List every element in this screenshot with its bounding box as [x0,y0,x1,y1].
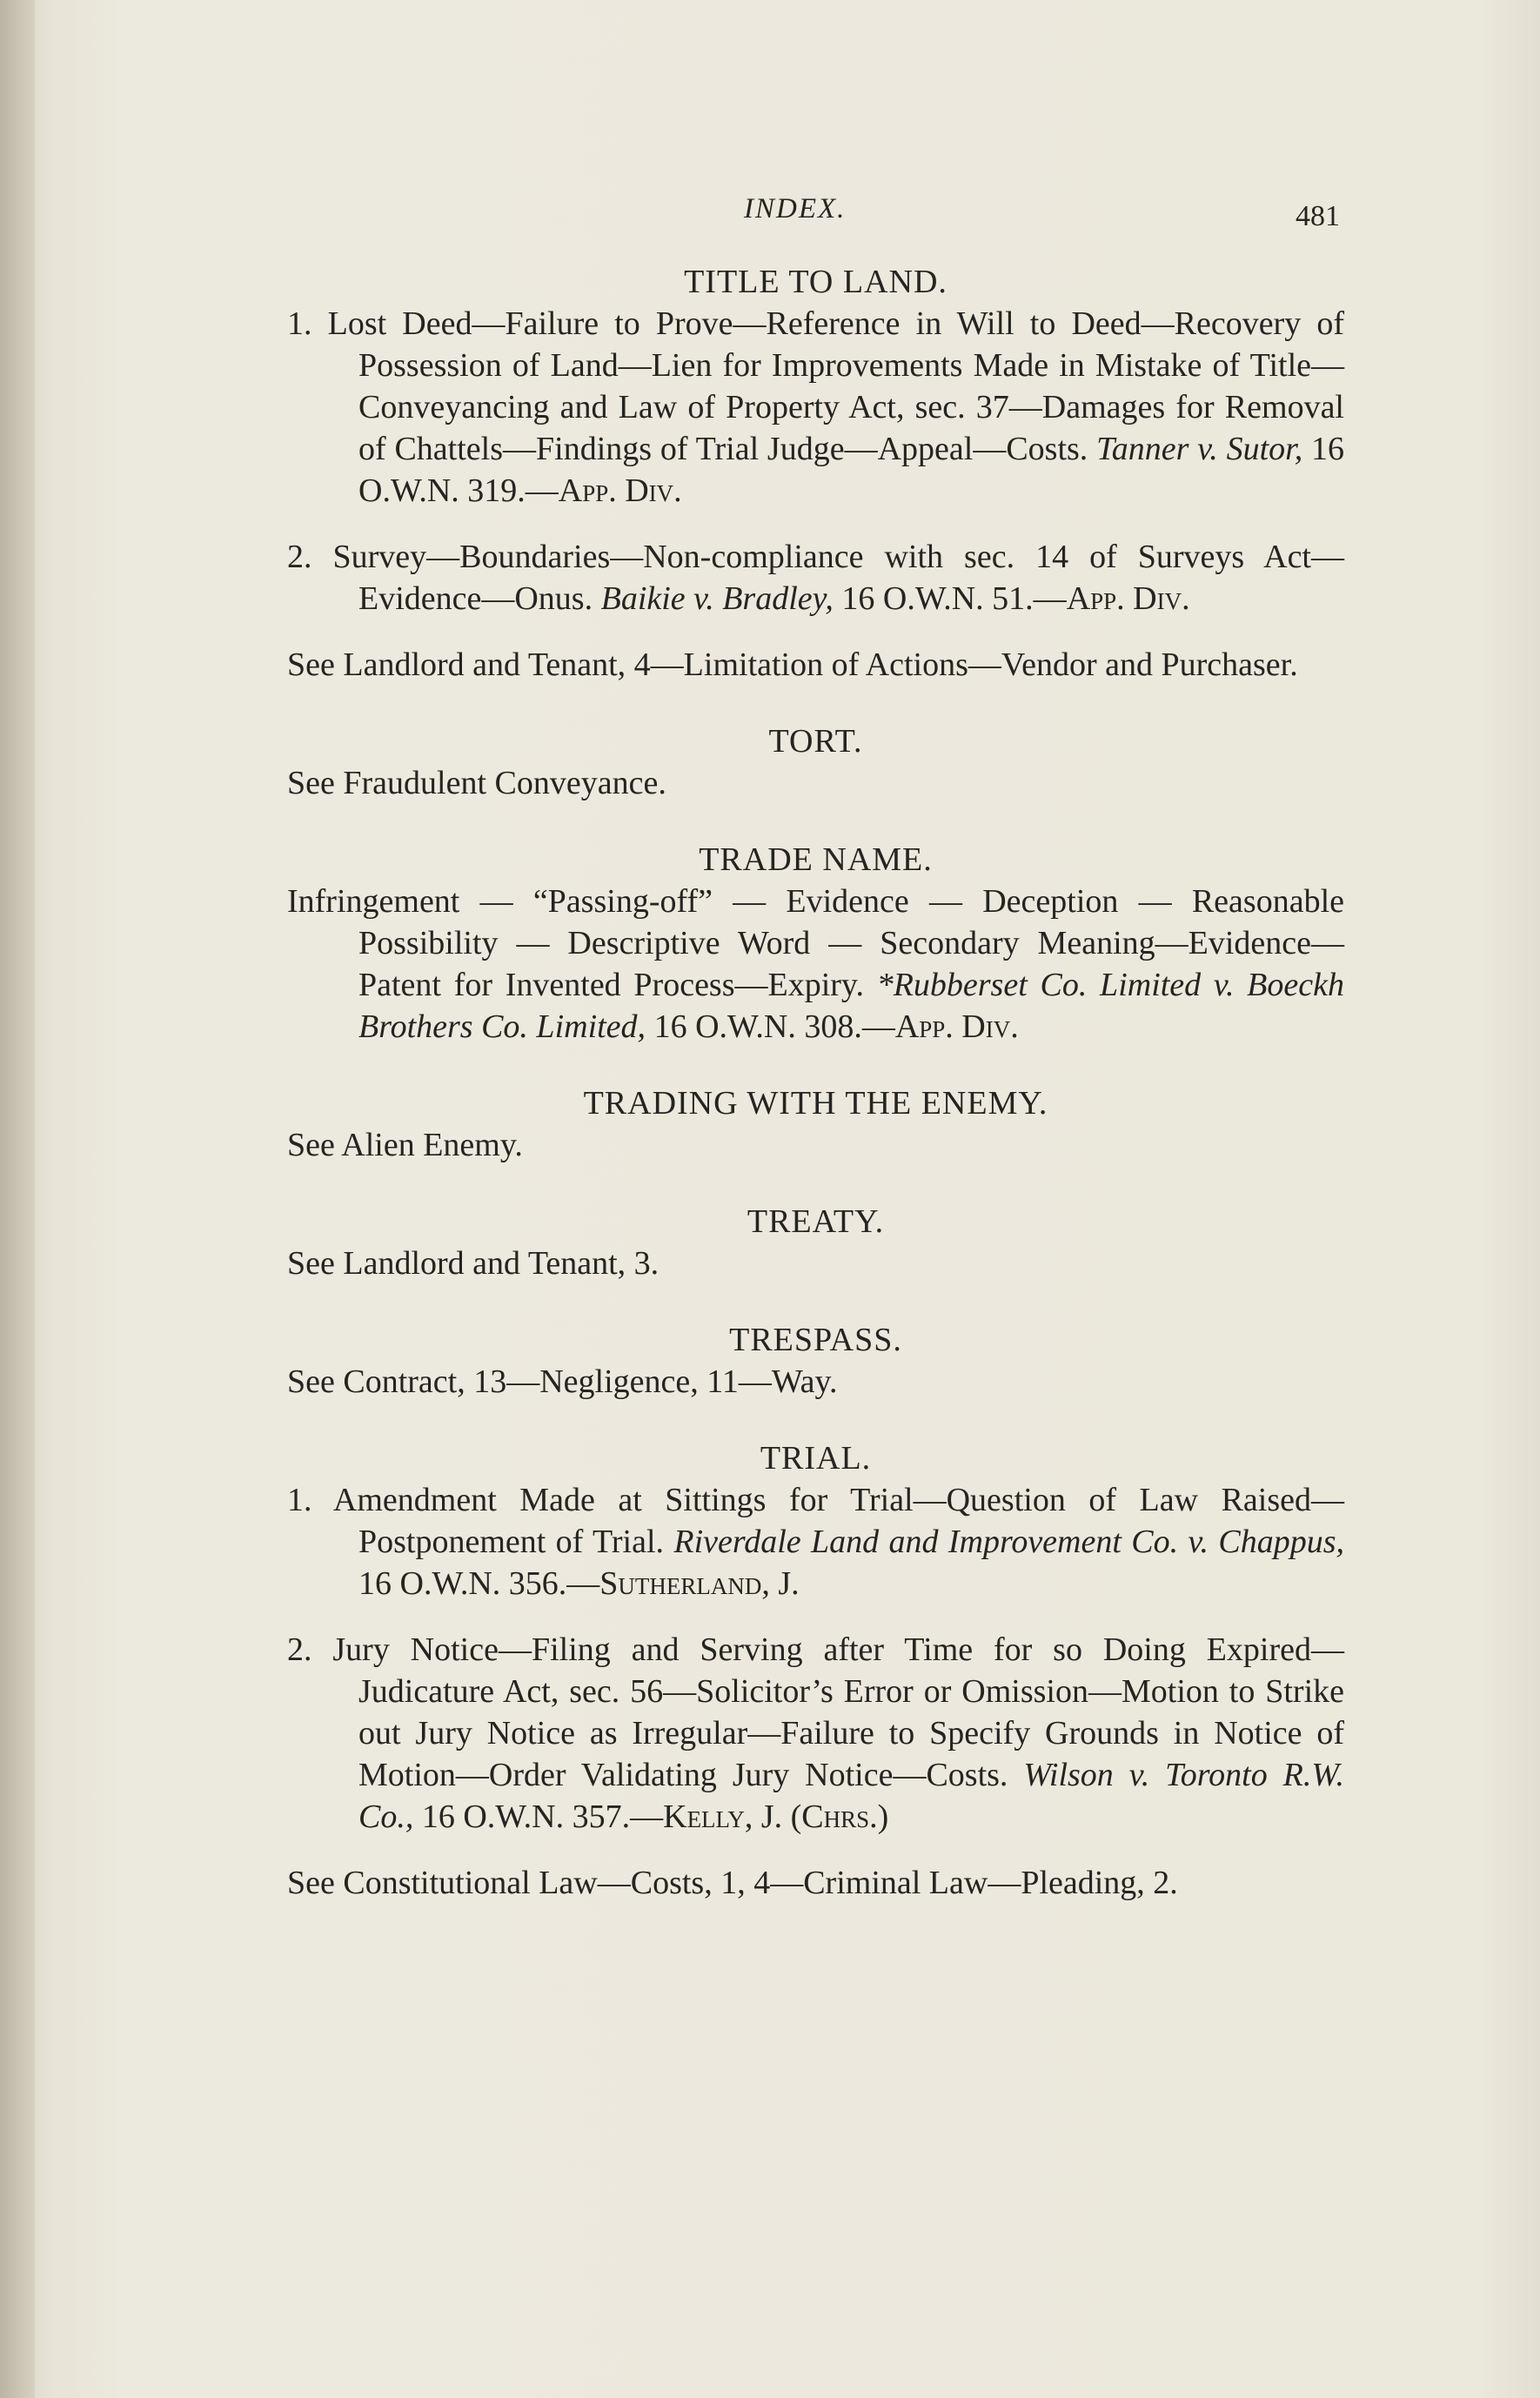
index-content [287,261,1344,1904]
running-head [287,193,1340,245]
index-entry [287,1629,1344,1838]
see-reference: See Landlord and Tenant, 4—Limitation of Actions—Vendor and Purchaser. [287,646,1298,683]
court: Kelly, J. (Chrs.) [663,1798,889,1835]
page-gutter [0,0,35,2398]
entry-text: Infringement — “Passing-off” — Evidence — Deception — Reasonable Possibility — Descriptive Word — Secondary Meaning—Evidence—Patent for Invented Process—Expiry. [287,883,1344,1003]
index-entry [287,536,1344,620]
entry-text: 1. Lost Deed—Failure to Prove—Reference in Will to Deed—Recovery of Possession of Land—Lien for Improvements Made in Mistake of Title—Conveyancing and Law of Property Act, sec. 37—Damages for Removal of Chattels—Findings of Trial Judge—Appeal—Costs. [287,305,1344,467]
index-entry [287,881,1344,1048]
section-heading: TORT. [768,723,863,760]
running-title: INDEX. [744,193,847,224]
citation: 16 O.W.N. 356.— [358,1565,600,1602]
index-entry [287,303,1344,512]
case-name: *Rubberset Co. Limited v. Boeckh Brothers Co. Limited, [358,967,1344,1045]
see-reference: See Contract, 13—Negligence, 11—Way. [287,1363,838,1400]
court: App. Div. [1066,580,1190,617]
see-reference: See Landlord and Tenant, 3. [287,1245,660,1282]
section-heading: TRADING WITH THE ENEMY. [583,1085,1048,1122]
section-heading: TREATY. [747,1203,885,1240]
court: App. Div. [558,472,682,509]
court: Sutherland, J. [599,1565,800,1602]
section-heading: TRADE NAME. [699,841,933,878]
section-heading: TITLE TO LAND. [684,264,947,300]
citation: 16 O.W.N. 51.— [833,580,1067,617]
citation: 16 O.W.N. 319.— [358,431,1345,509]
entry-text: 1. Amendment Made at Sittings for Trial—Question of Law Raised—Postponement of Trial. [287,1482,1344,1560]
see-reference: See Alien Enemy. [287,1127,523,1163]
index-entry [287,1479,1344,1604]
page-number: 481 [1296,200,1340,232]
section-heading: TRIAL. [760,1440,872,1477]
citation: 16 O.W.N. 357.— [413,1798,664,1835]
court: App. Div. [894,1008,1019,1045]
see-reference: See Fraudulent Conveyance. [287,765,666,801]
citation: 16 O.W.N. 308.— [646,1008,895,1045]
case-name: Riverdale Land and Improvement Co. v. Chappus, [673,1524,1344,1560]
case-name: Tanner v. Sutor, [1096,431,1303,467]
section-heading: TRESPASS. [729,1322,902,1358]
case-name: Baikie v. Bradley, [600,580,834,617]
see-reference: See Constitutional Law—Costs, 1, 4—Criminal Law—Pleading, 2. [287,1865,1178,1901]
entry-text: 2. Jury Notice—Filing and Serving after Time for so Doing Expired—Judicature Act, sec. 56—Solicitor’s Error or Omission—Motion to Strike out Jury Notice as Irregular—Failure to Specify Grounds in Notice of Motion—Order Validating Jury Notice—Costs. [287,1631,1344,1793]
entry-text: 2. Survey—Boundaries—Non-compliance with sec. 14 of Surveys Act—Evidence—Onus. [287,539,1344,617]
case-name: Wilson v. Toronto R.W. Co., [358,1757,1345,1835]
